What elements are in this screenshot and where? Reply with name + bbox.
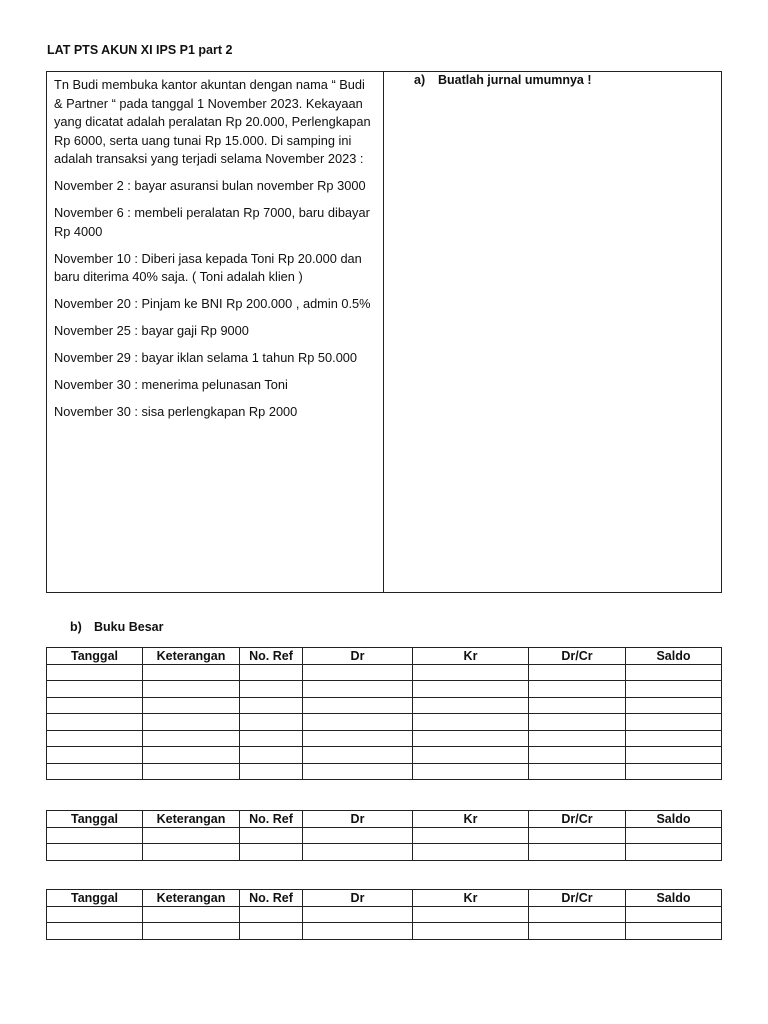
ledger-cell (143, 697, 240, 714)
ledger-cell (47, 730, 143, 747)
transaction-item: November 20 : Pinjam ke BNI Rp 200.000 , admin 0.5% (54, 296, 371, 311)
question-a-label: a) (414, 73, 426, 87)
ledger-header-cell: Dr/Cr (529, 811, 626, 828)
question-b (70, 620, 163, 634)
ledger-cell (240, 714, 303, 731)
transaction-item: November 25 : bayar gaji Rp 9000 (54, 323, 249, 338)
ledger-cell (303, 827, 413, 844)
ledger-cell (240, 730, 303, 747)
ledger-cell (143, 664, 240, 681)
ledger-cell (303, 763, 413, 780)
ledger-cell (240, 681, 303, 698)
page-title: LAT PTS AKUN XI IPS P1 part 2 (47, 43, 233, 57)
ledger-header-cell: Saldo (626, 811, 722, 828)
ledger-cell (47, 747, 143, 764)
ledger-cell (413, 923, 529, 940)
ledger-cell (529, 906, 626, 923)
ledger-cell (626, 664, 722, 681)
ledger-cell (413, 714, 529, 731)
ledger-cell (413, 827, 529, 844)
ledger-cell (529, 664, 626, 681)
ledger-cell (303, 923, 413, 940)
ledger-cell (413, 906, 529, 923)
ledger-header-cell: Saldo (626, 648, 722, 665)
ledger-header-cell: Dr (303, 648, 413, 665)
ledger-cell (529, 923, 626, 940)
ledger-cell (47, 697, 143, 714)
ledger-header-cell: No. Ref (240, 648, 303, 665)
transaction-list (54, 177, 376, 422)
ledger-cell (529, 681, 626, 698)
ledger-header-cell: Kr (413, 890, 529, 907)
ledger-cell (303, 906, 413, 923)
ledger-cell (47, 714, 143, 731)
transaction-item: November 30 : menerima pelunasan Toni (54, 377, 288, 392)
ledger-cell (240, 697, 303, 714)
ledger-header-cell: No. Ref (240, 890, 303, 907)
question-a-text: Buatlah jurnal umumnya ! (438, 73, 592, 87)
answer-area (384, 72, 721, 592)
ledger-cell (303, 844, 413, 861)
table-row (47, 697, 722, 714)
ledger-table-3 (46, 889, 722, 940)
ledger-table-1 (46, 647, 722, 780)
case-description (47, 72, 384, 592)
ledger-cell (47, 681, 143, 698)
table-row (47, 730, 722, 747)
ledger-cell (626, 923, 722, 940)
table-row (47, 923, 722, 940)
ledger-cell (240, 827, 303, 844)
ledger-cell (47, 664, 143, 681)
ledger-header-cell: Dr (303, 890, 413, 907)
ledger-cell (143, 827, 240, 844)
ledger-header-cell: Dr (303, 811, 413, 828)
ledger-header-cell: No. Ref (240, 811, 303, 828)
ledger-cell (529, 714, 626, 731)
ledger-header-cell: Keterangan (143, 648, 240, 665)
transaction-item: November 2 : bayar asuransi bulan november Rp 3000 (54, 178, 366, 193)
ledger-cell (626, 747, 722, 764)
ledger-cell (47, 763, 143, 780)
table-row (47, 906, 722, 923)
ledger-cell (529, 844, 626, 861)
ledger-cell (303, 697, 413, 714)
ledger-cell (240, 844, 303, 861)
ledger-cell (303, 730, 413, 747)
table-row (47, 827, 722, 844)
ledger-cell (143, 747, 240, 764)
ledger-cell (626, 827, 722, 844)
ledger-cell (626, 730, 722, 747)
ledger-cell (529, 827, 626, 844)
ledger-cell (143, 763, 240, 780)
ledger-cell (143, 730, 240, 747)
ledger-cell (626, 697, 722, 714)
ledger-header-cell: Saldo (626, 890, 722, 907)
ledger-cell (413, 763, 529, 780)
ledger-cell (240, 763, 303, 780)
transaction-item: November 30 : sisa perlengkapan Rp 2000 (54, 404, 298, 419)
question-b-text: Buku Besar (94, 620, 164, 634)
ledger-cell (413, 697, 529, 714)
ledger-cell (143, 923, 240, 940)
ledger-cell (626, 681, 722, 698)
ledger-cell (240, 906, 303, 923)
ledger-header-cell: Dr/Cr (529, 890, 626, 907)
table-row (47, 681, 722, 698)
transaction-item: November 10 : Diberi jasa kepada Toni Rp 20.000 dan baru diterima 40% saja. ( Toni adalah klien ) (54, 250, 362, 284)
ledger-cell (143, 844, 240, 861)
ledger-header-cell: Dr/Cr (529, 648, 626, 665)
ledger-cell (303, 747, 413, 764)
ledger-cell (413, 664, 529, 681)
ledger-cell (413, 844, 529, 861)
ledger-cell (626, 763, 722, 780)
table-row (47, 747, 722, 764)
table-row (47, 714, 722, 731)
question-a (394, 73, 711, 87)
ledger-header-cell: Kr (413, 648, 529, 665)
ledger-cell (413, 747, 529, 764)
case-box (46, 71, 722, 593)
ledger-cell (303, 664, 413, 681)
transaction-item: November 29 : bayar iklan selama 1 tahun Rp 50.000 (54, 350, 358, 365)
ledger-cell (143, 906, 240, 923)
ledger-header-row (47, 811, 722, 828)
ledger-cell (413, 681, 529, 698)
ledger-cell (529, 730, 626, 747)
ledger-cell (529, 747, 626, 764)
ledger-cell (47, 906, 143, 923)
ledger-cell (143, 681, 240, 698)
ledger-cell (303, 681, 413, 698)
table-row (47, 664, 722, 681)
ledger-header-cell: Keterangan (143, 890, 240, 907)
ledger-header-row (47, 648, 722, 665)
table-row (47, 763, 722, 780)
ledger-cell (303, 714, 413, 731)
ledger-table-2 (46, 810, 722, 861)
ledger-cell (47, 827, 143, 844)
ledger-header-cell: Kr (413, 811, 529, 828)
ledger-cell (626, 906, 722, 923)
ledger-cell (529, 763, 626, 780)
question-b-label: b) (70, 620, 82, 634)
ledger-header-cell: Keterangan (143, 811, 240, 828)
ledger-header-cell: Tanggal (47, 811, 143, 828)
ledger-cell (143, 714, 240, 731)
ledger-cell (413, 730, 529, 747)
case-intro: Tn Budi membuka kantor akuntan dengan nama “ Budi & Partner “ pada tanggal 1 November 2023. Kekayaan yang dicatat adalah peralatan Rp 20.000, Perlengkapan Rp 6000, serta uang tunai Rp 15.000. Di samping ini adalah transaksi yang terjadi selama November 2023 : (54, 77, 371, 166)
ledger-cell (240, 923, 303, 940)
ledger-cell (240, 747, 303, 764)
ledger-header-cell: Tanggal (47, 890, 143, 907)
ledger-cell (529, 697, 626, 714)
ledger-header-cell: Tanggal (47, 648, 143, 665)
ledger-cell (240, 664, 303, 681)
ledger-cell (47, 844, 143, 861)
ledger-cell (626, 714, 722, 731)
ledger-header-row (47, 890, 722, 907)
table-row (47, 844, 722, 861)
ledger-cell (47, 923, 143, 940)
transaction-item: November 6 : membeli peralatan Rp 7000, baru dibayar Rp 4000 (54, 205, 370, 239)
ledger-cell (626, 844, 722, 861)
